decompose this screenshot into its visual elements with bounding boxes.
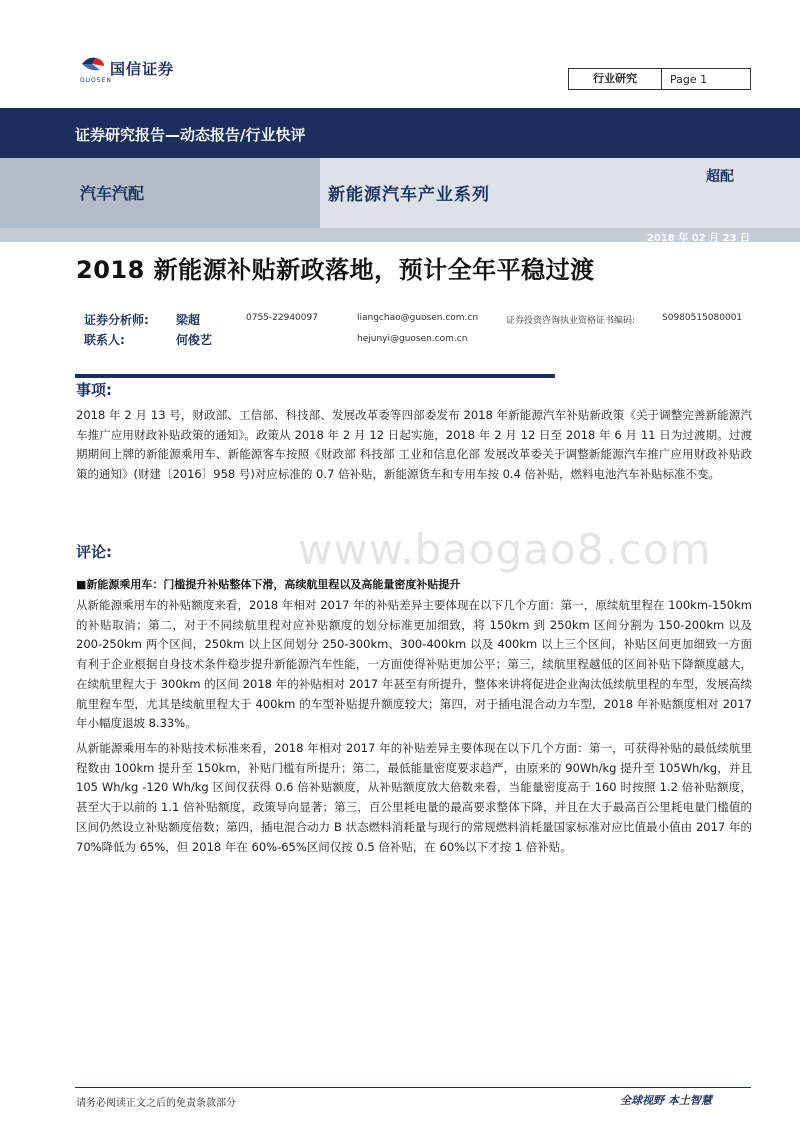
- section-divider: [75, 374, 555, 378]
- watermark: www.baogao8.com: [298, 525, 712, 574]
- logo-text: 国信证券: [110, 60, 175, 78]
- report-type: 证券研究报告—动态报告/行业快评: [75, 126, 306, 144]
- footer-slogan: 全球视野 本土智慧: [620, 1094, 712, 1107]
- page-number: Page 1: [670, 72, 708, 86]
- analyst-name: 梁超: [176, 313, 201, 327]
- events-heading: 事项:: [76, 381, 112, 399]
- contact-name: 何俊艺: [176, 333, 213, 347]
- events-paragraph: 2018 年 2 月 13 号，财政部、工信部、科技部、发展改革委等四部委发布 2018 年新能源汽车补贴新政策《关于调整完善新能源汽车推广应用财政补贴政策的通知》。政策从 2018 年 2 月 12 日起实施，2018 年 2 月 12 日至 2018 年 6 月 11 日为过渡期。过渡期期间上牌的新能源乘用车、新能源客车按照《财政部 科技部 工业和信息化部 发展改革委关于调整新能源汽车推广应用财政补贴政策的通知》(财建〔2016〕958 号)对应标准的 0.7 倍补贴，新能源货车和专用车按 0.4 倍补贴，燃料电池汽车补贴标准不变。: [76, 408, 752, 482]
- comment-paragraph-1: 从新能源乘用车的补贴额度来看，2018 年相对 2017 年的补贴差异主要体现在以下几个方面：第一，原续航里程在 100km-150km 的补贴取消；第二，对于不同续航里程对应补贴额度的划分标准更加细致，将 150km 到 250km 区间分割为 150-200km 以及 200-250km 两个区间，250km 以上区间划分 250-300km、300-400km 以及 400km 以上三个区间，补贴区间更加细致一方面有利于企业根据自身技术条件稳步提升新能源汽车性能，一方面使得补贴更加公平；第三，续航里程越低的区间补贴下降额度越大，在续航里程大于 300km 的区间 2018 年的补贴相对 2017 年甚至有所提升，整体来讲将促进企业淘汰低续航里程的车型，发展高续航里程车型，尤其是续航里程大于 400km 的车型补贴提升额度较大；第四，对于插电混合动力车型，2018 年补贴额度相对 2017 年小幅度退坡 8.33%。: [76, 598, 752, 731]
- industry-band-left: [0, 158, 320, 228]
- analyst-email[interactable]: liangchao@guosen.com.cn: [357, 313, 479, 323]
- comment-bullet-heading: ■新能源乘用车：门槛提升补贴整体下滑，高续航里程以及高能量密度补贴提升: [76, 578, 461, 591]
- analyst-phone: 0755-22940097: [246, 313, 318, 323]
- contact-label: 联系人:: [84, 333, 125, 347]
- comment-paragraph-2: 从新能源乘用车的补贴技术标准来看，2018 年相对 2017 年的补贴差异主要体现在以下几个方面：第一，可获得补贴的最低续航里程数由 100km 提升至 150km，补贴门槛有所提升；第二，最低能量密度要求趋严，由原来的 90Wh/kg 提升至 105Wh/kg，并且 105 Wh/kg -120 Wh/kg 区间仅获得 0.6 倍补贴额度，从补贴额度放大倍数来看，当能量密度高于 160 时按照 1.2 倍补贴额度，甚至大于以前的 1.1 倍补贴额度，政策导向显著；第三，百公里耗电量的最高要求整体下降，并且在大于最高百公里耗电量门槛值的区间仍然设立补贴额度倍数；第四，插电混合动力 B 状态燃料消耗量与现行的常规燃料消耗量国家标准对应比值最小值由 2017 年的 70%降低为 65%，但 2018 年在 60%-65%区间仅按 0.5 倍补贴，在 60%以下才按 1 倍补贴。: [76, 741, 752, 854]
- page-title: 2018 新能源补贴新政落地，预计全年平稳过渡: [76, 256, 595, 284]
- footer-disclaimer: 请务必阅读正文之后的免责条款部分: [76, 1098, 236, 1109]
- rating-label: 超配: [706, 169, 734, 185]
- page-label: 行业研究: [569, 69, 662, 89]
- cert-number: S0980515080001: [662, 313, 743, 323]
- contact-email[interactable]: hejunyi@guosen.com.cn: [357, 334, 468, 344]
- guosen-logo-icon: [80, 54, 106, 74]
- cert-label: 证券投资咨询执业资格证书编码:: [506, 316, 636, 326]
- logo-sub: GUOSEN: [80, 77, 112, 84]
- industry-label: 汽车汽配: [80, 184, 145, 203]
- comments-heading: 评论:: [76, 543, 112, 561]
- series-label: 新能源汽车产业系列: [328, 185, 490, 205]
- report-date: 2018 年 02 月 23 日: [646, 233, 750, 244]
- analyst-label: 证券分析师:: [84, 313, 149, 327]
- page-indicator: [568, 68, 751, 90]
- footer-divider: [75, 1087, 751, 1088]
